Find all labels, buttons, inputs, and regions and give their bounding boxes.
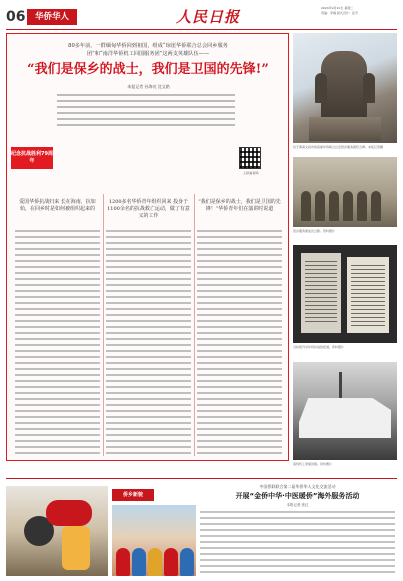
main-story[interactable] [6, 33, 289, 461]
group-photo[interactable] [293, 157, 397, 227]
photo-caption-2: 回乡服务团成员合影。资料图片 [293, 229, 336, 233]
child-figure [132, 548, 146, 576]
body-column-3 [197, 230, 282, 455]
newspaper-archive-photo[interactable] [293, 245, 397, 343]
qr-caption: 扫码看视频 [243, 171, 259, 175]
issue-meta [321, 6, 391, 16]
story-lead [57, 94, 235, 130]
child-figure [148, 548, 162, 576]
person-figure [371, 191, 381, 221]
qr-code-icon[interactable] [239, 147, 261, 169]
header-rule [6, 29, 397, 30]
photo-caption-1: 位于海南文昌市的琼崖华侨联合总会回乡服务团纪念碑。本报记者摄 [293, 145, 384, 149]
editor-credits: 责编：李刚 版式设计：张芳 [321, 11, 358, 15]
kicker-line-2: 团”和“南洋华侨机工回国服务团”这两支英雄队伍—— [86, 51, 210, 57]
column-tag: 侨乡新貌 [112, 489, 154, 501]
ship-photo[interactable] [293, 362, 397, 460]
section-label: 华侨华人 [27, 9, 77, 25]
ship-mast [339, 372, 342, 402]
subhead-2: 1200多名华侨青年组织回来 投身于1100余名的抗战救亡运动，做了有意义的工作 [107, 199, 190, 219]
column-divider [194, 194, 195, 456]
body-column-2 [106, 230, 191, 455]
children-photo[interactable] [112, 505, 196, 576]
costume-shape [62, 526, 90, 570]
story-byline: 本报记者 孙海亮 沈文皓 [127, 84, 170, 89]
issue-date: 2024年9月10日 星期二 [321, 6, 354, 10]
column-divider [103, 194, 104, 456]
subhead-3: “我们是保乡的战士，我们是卫国的先锋！”华侨青年们在演讲时说道 [198, 199, 281, 212]
person-figure [329, 191, 339, 221]
subhead-1: 爱国华侨抗战归来 长在海南，抗如始，在回乡时是如何被组织起来的 [19, 199, 96, 212]
story-headline[interactable]: “我们是保乡的战士，我们是卫国的先锋!” [27, 62, 269, 77]
lower-headline[interactable]: 开展“金侨中华·中医暖侨”海外服务活动 [235, 492, 360, 500]
child-figure [164, 548, 178, 576]
page-number: 06 [6, 9, 26, 25]
monument-photo[interactable] [293, 33, 397, 143]
lower-kicker: 中国侨联联合第二届华侨华人文化交流活动 [259, 484, 336, 489]
statue-figure [363, 73, 375, 103]
person-figure [357, 191, 367, 221]
photo-caption-4: 南侨机工乘船回国。资料图片 [293, 462, 333, 466]
child-figure [116, 548, 130, 576]
statue-figure [315, 73, 327, 103]
monument-base [309, 117, 381, 141]
culture-event-photo[interactable] [6, 486, 108, 576]
kicker-line-1: 80多年前，一群缅甸华侨回到祖国，组成“琼崖华侨联合总会回乡服务 [68, 43, 228, 49]
body-column-1 [15, 230, 100, 455]
person-figure [343, 191, 353, 221]
archive-text [351, 265, 385, 327]
statue-shape [321, 51, 367, 123]
story-kicker [19, 42, 277, 58]
lower-body-text [200, 511, 395, 577]
lead-text-block [57, 94, 235, 130]
masthead-logo: 人民日报 [176, 8, 241, 26]
archive-text [305, 261, 337, 325]
anniversary-tag: 纪念抗战胜利79周年 [11, 147, 53, 169]
lion-dance-head [46, 500, 92, 526]
section-rule [6, 478, 397, 479]
ship-hull [299, 398, 391, 438]
lower-byline: 本报记者 张红 [286, 503, 309, 507]
photo-caption-3: 当时报刊对华侨抗战的报道。资料图片 [293, 345, 345, 349]
child-figure [180, 548, 194, 576]
person-figure [301, 191, 311, 221]
person-figure [315, 191, 325, 221]
